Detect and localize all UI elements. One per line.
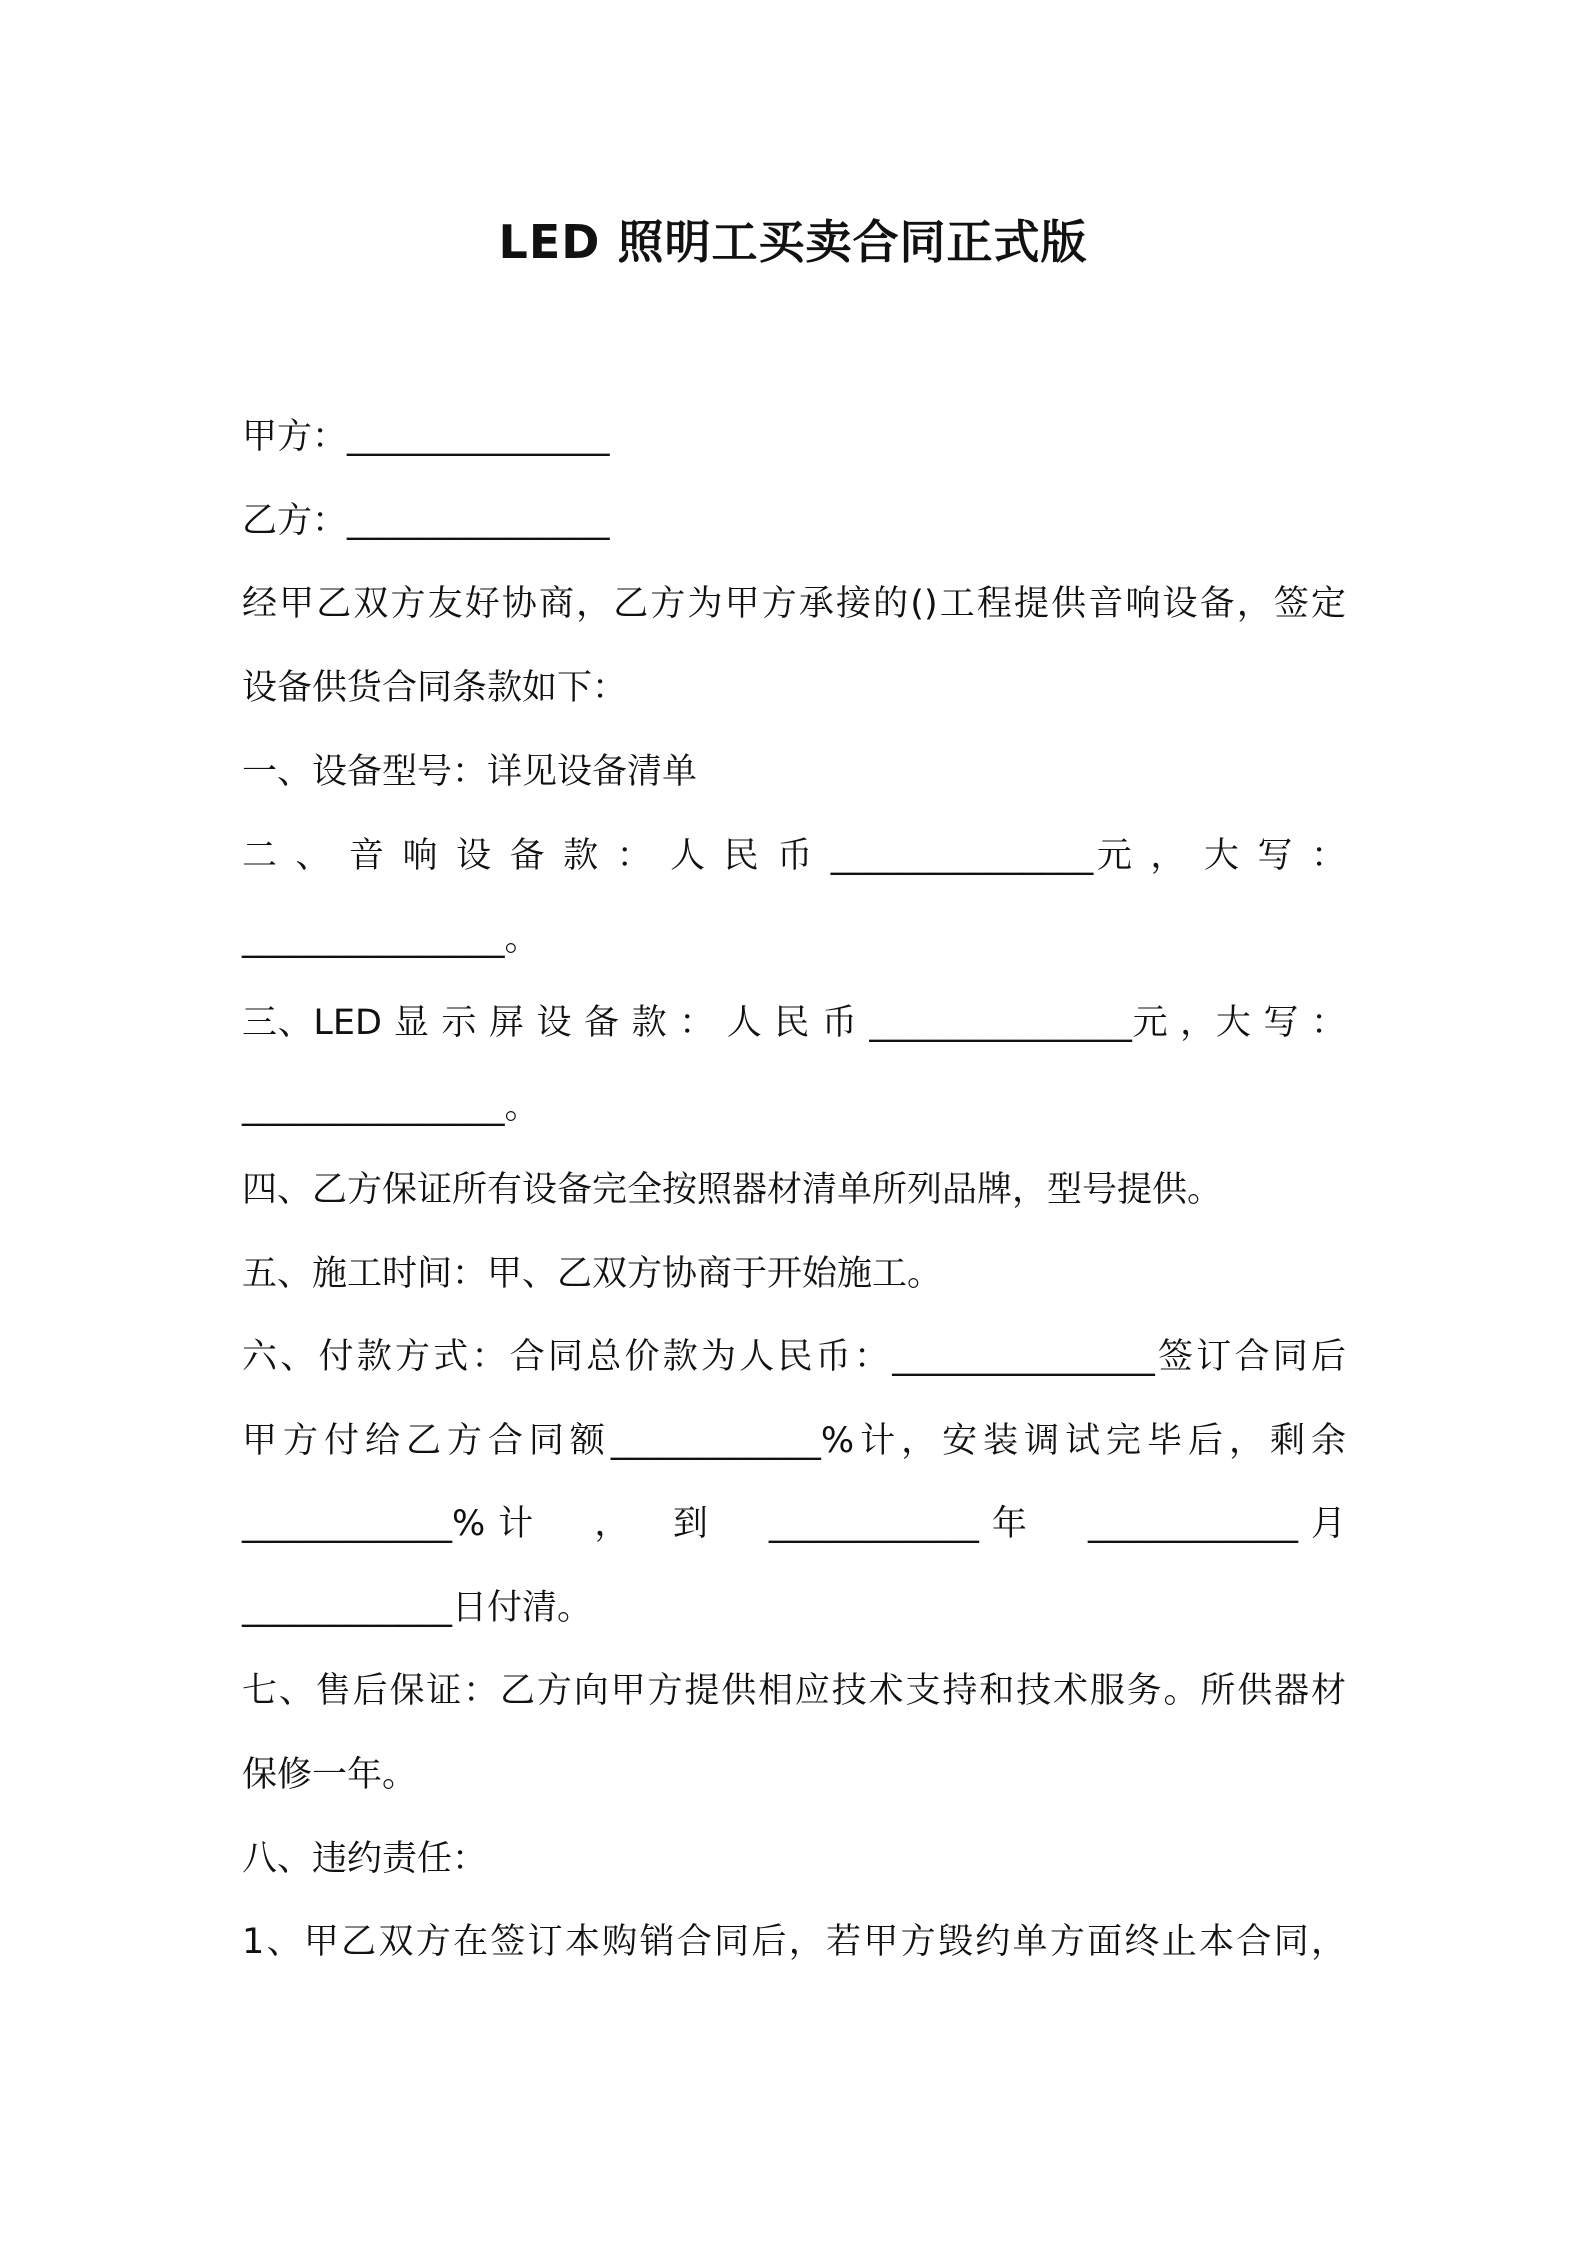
clause-7-line-1: 七、售后保证：乙方向甲方提供相应技术支持和技术服务。所供器材 [242,1671,1346,1711]
clause-6-line-4: ____________日付清。 [242,1588,593,1628]
clause-6-line-2: 甲方付给乙方合同额____________%计，安装调试完毕后，剩余 [242,1421,1346,1461]
clause-4: 四、乙方保证所有设备完全按照器材清单所列品牌，型号提供。 [242,1170,1223,1210]
party-a-line: 甲方：_______________ [242,417,610,457]
clause-6-line-3: ____________%计 ， 到 ____________年 ____________月 [242,1504,1346,1544]
clause-2-line-2: _______________。 [242,919,540,959]
clause-3-line-1: 三、LED 显 示 屏 设 备 款 ： 人 民 币 _______________元 ，大 写 ： [242,1003,1346,1043]
document-title: LED 照明工买卖合同正式版 [498,215,1088,269]
party-b-line: 乙方：_______________ [242,501,610,541]
clause-8-item-1: 1、甲乙双方在签订本购销合同后，若甲方毁约单方面终止本合同， [242,1922,1346,1962]
clause-3-line-2: _______________。 [242,1087,540,1127]
clause-1: 一、设备型号：详见设备清单 [242,752,698,792]
clause-5: 五、施工时间：甲、乙双方协商于开始施工。 [242,1254,943,1294]
intro-line-1: 经甲乙双方友好协商，乙方为甲方承接的()工程提供音响设备，签定 [242,584,1346,624]
clause-7-line-2: 保修一年。 [242,1755,418,1795]
clause-8-heading: 八、违约责任： [242,1839,488,1879]
intro-line-2: 设备供货合同条款如下： [242,668,628,708]
clause-2-line-1: 二 、 音 响 设 备 款 ： 人 民 币 _______________元 ， 大 写 ： [242,836,1346,876]
clause-6-line-1: 六、付款方式：合同总价款为人民币：_______________签订合同后 [242,1337,1346,1377]
